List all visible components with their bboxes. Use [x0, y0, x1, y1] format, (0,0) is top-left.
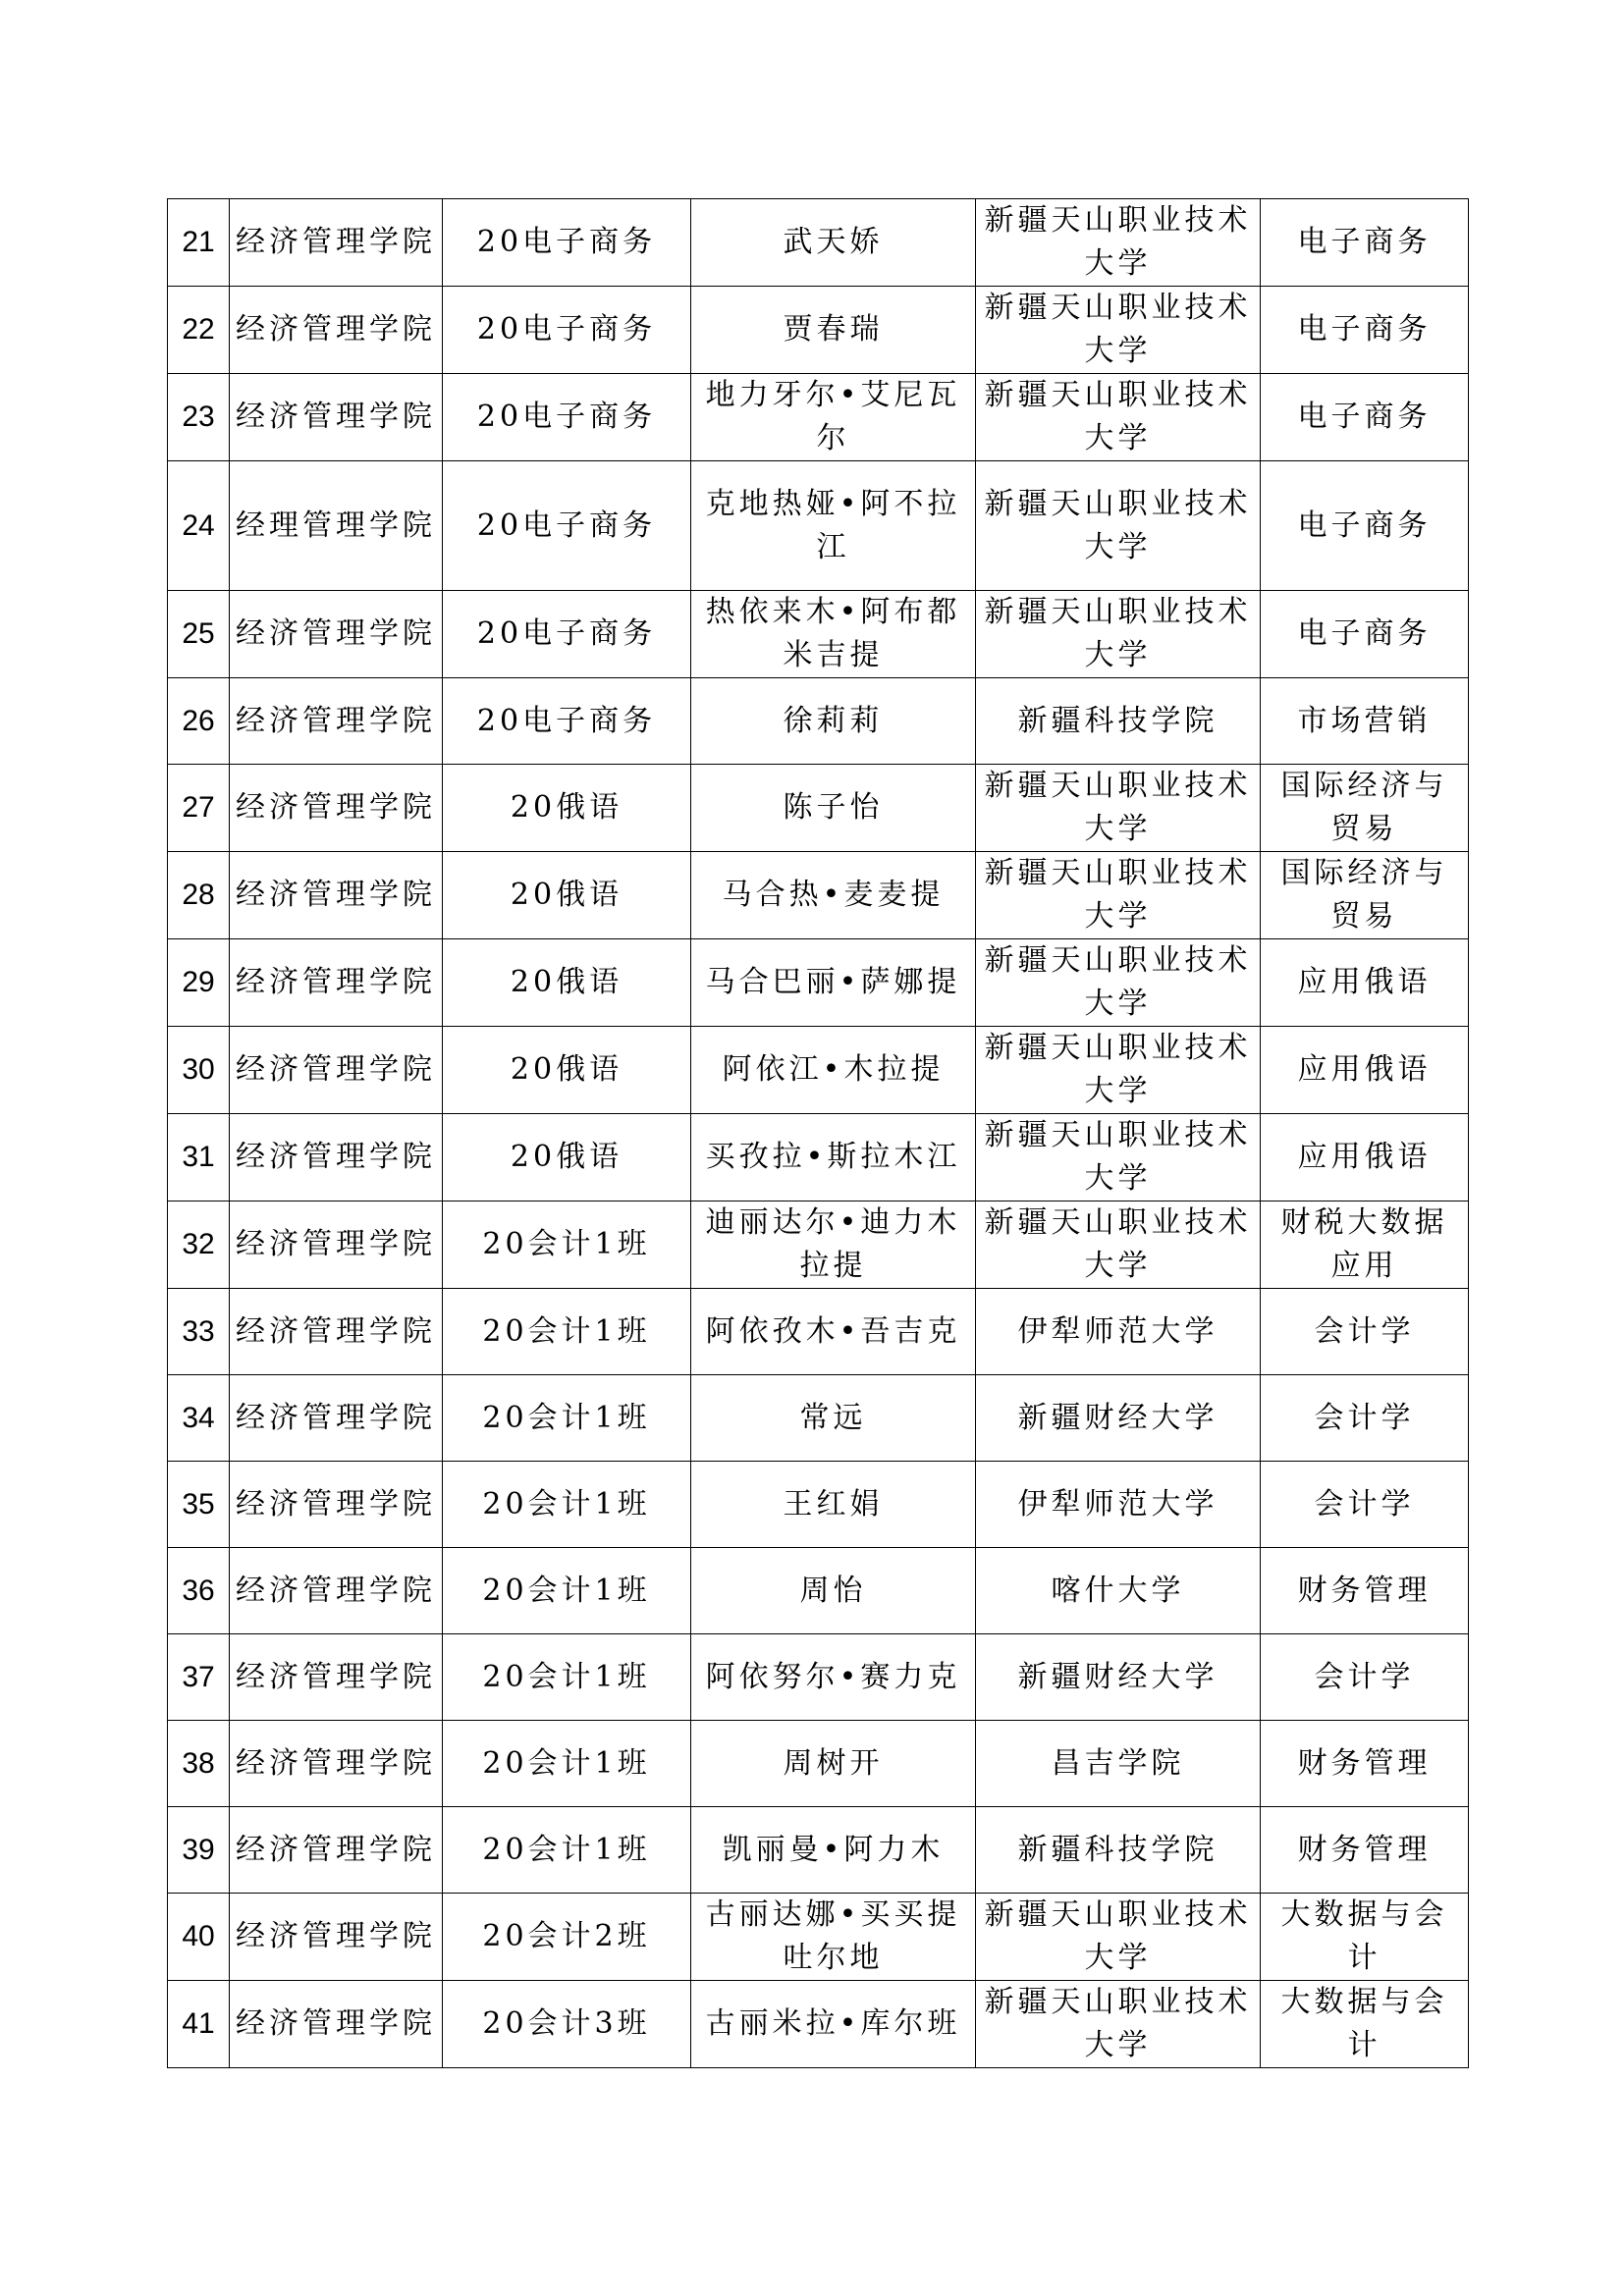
- row-number-cell: 26: [168, 678, 230, 765]
- table-row: [168, 1721, 1469, 1807]
- student-roster-table: [167, 198, 1469, 2068]
- college-cell: 经理管理学院: [230, 461, 443, 591]
- class-cell: 20会计1班: [443, 1807, 691, 1894]
- row-number-cell: 23: [168, 374, 230, 461]
- admitted-school-cell: 新疆天山职业技术大学: [976, 1201, 1261, 1289]
- row-number-cell: 21: [168, 199, 230, 287]
- college-cell: 经济管理学院: [230, 1634, 443, 1721]
- table-row: [168, 591, 1469, 678]
- admitted-school-cell: 新疆天山职业技术大学: [976, 939, 1261, 1027]
- table-row: [168, 287, 1469, 374]
- table-row: [168, 939, 1469, 1027]
- class-cell: 20会计1班: [443, 1634, 691, 1721]
- student-name-cell: 周怡: [691, 1548, 976, 1634]
- class-cell: 20电子商务: [443, 461, 691, 591]
- admitted-school-cell: 新疆天山职业技术大学: [976, 199, 1261, 287]
- student-name-cell: 贾春瑞: [691, 287, 976, 374]
- row-number-cell: 28: [168, 852, 230, 939]
- row-number-cell: 36: [168, 1548, 230, 1634]
- admitted-school-cell: 新疆财经大学: [976, 1375, 1261, 1462]
- admitted-major-cell: 国际经济与贸易: [1261, 765, 1469, 852]
- table-row: [168, 852, 1469, 939]
- admitted-school-cell: 伊犁师范大学: [976, 1462, 1261, 1548]
- student-name-cell: 阿依江•木拉提: [691, 1027, 976, 1114]
- row-number-cell: 35: [168, 1462, 230, 1548]
- college-cell: 经济管理学院: [230, 199, 443, 287]
- college-cell: 经济管理学院: [230, 1201, 443, 1289]
- row-number-cell: 39: [168, 1807, 230, 1894]
- admitted-major-cell: 财税大数据应用: [1261, 1201, 1469, 1289]
- college-cell: 经济管理学院: [230, 287, 443, 374]
- class-cell: 20电子商务: [443, 678, 691, 765]
- class-cell: 20电子商务: [443, 374, 691, 461]
- student-name-cell: 阿依努尔•赛力克: [691, 1634, 976, 1721]
- table-row: [168, 1981, 1469, 2068]
- student-name-cell: 热依来木•阿布都米吉提: [691, 591, 976, 678]
- college-cell: 经济管理学院: [230, 852, 443, 939]
- class-cell: 20俄语: [443, 1114, 691, 1201]
- table-row: [168, 1634, 1469, 1721]
- row-number-cell: 31: [168, 1114, 230, 1201]
- admitted-major-cell: 电子商务: [1261, 591, 1469, 678]
- table-row: [168, 1201, 1469, 1289]
- student-name-cell: 克地热娅•阿不拉江: [691, 461, 976, 591]
- student-name-cell: 常远: [691, 1375, 976, 1462]
- row-number-cell: 37: [168, 1634, 230, 1721]
- student-name-cell: 阿依孜木•吾吉克: [691, 1289, 976, 1375]
- class-cell: 20会计1班: [443, 1462, 691, 1548]
- row-number-cell: 33: [168, 1289, 230, 1375]
- row-number-cell: 27: [168, 765, 230, 852]
- class-cell: 20会计1班: [443, 1721, 691, 1807]
- admitted-major-cell: 电子商务: [1261, 199, 1469, 287]
- admitted-school-cell: 新疆天山职业技术大学: [976, 1027, 1261, 1114]
- admitted-school-cell: 新疆科技学院: [976, 1807, 1261, 1894]
- admitted-school-cell: 新疆天山职业技术大学: [976, 374, 1261, 461]
- admitted-school-cell: 新疆天山职业技术大学: [976, 461, 1261, 591]
- student-name-cell: 陈子怡: [691, 765, 976, 852]
- row-number-cell: 41: [168, 1981, 230, 2068]
- class-cell: 20俄语: [443, 852, 691, 939]
- admitted-major-cell: 电子商务: [1261, 287, 1469, 374]
- college-cell: 经济管理学院: [230, 1721, 443, 1807]
- admitted-school-cell: 昌吉学院: [976, 1721, 1261, 1807]
- row-number-cell: 30: [168, 1027, 230, 1114]
- admitted-major-cell: 大数据与会计: [1261, 1894, 1469, 1981]
- row-number-cell: 24: [168, 461, 230, 591]
- admitted-school-cell: 新疆天山职业技术大学: [976, 1114, 1261, 1201]
- admitted-major-cell: 电子商务: [1261, 374, 1469, 461]
- table-row: [168, 765, 1469, 852]
- college-cell: 经济管理学院: [230, 939, 443, 1027]
- college-cell: 经济管理学院: [230, 1027, 443, 1114]
- admitted-school-cell: 新疆天山职业技术大学: [976, 591, 1261, 678]
- admitted-school-cell: 伊犁师范大学: [976, 1289, 1261, 1375]
- table-row: [168, 199, 1469, 287]
- table-row: [168, 1462, 1469, 1548]
- admitted-school-cell: 喀什大学: [976, 1548, 1261, 1634]
- admitted-major-cell: 会计学: [1261, 1375, 1469, 1462]
- row-number-cell: 29: [168, 939, 230, 1027]
- admitted-major-cell: 会计学: [1261, 1462, 1469, 1548]
- college-cell: 经济管理学院: [230, 1462, 443, 1548]
- table-row: [168, 374, 1469, 461]
- table-row: [168, 678, 1469, 765]
- student-name-cell: 地力牙尔•艾尼瓦尔: [691, 374, 976, 461]
- admitted-school-cell: 新疆天山职业技术大学: [976, 1981, 1261, 2068]
- class-cell: 20会计2班: [443, 1894, 691, 1981]
- class-cell: 20会计1班: [443, 1201, 691, 1289]
- table-row: [168, 461, 1469, 591]
- admitted-school-cell: 新疆天山职业技术大学: [976, 1894, 1261, 1981]
- student-name-cell: 买孜拉•斯拉木江: [691, 1114, 976, 1201]
- admitted-school-cell: 新疆财经大学: [976, 1634, 1261, 1721]
- student-name-cell: 古丽米拉•库尔班: [691, 1981, 976, 2068]
- table-row: [168, 1807, 1469, 1894]
- table-row: [168, 1548, 1469, 1634]
- class-cell: 20会计1班: [443, 1289, 691, 1375]
- class-cell: 20俄语: [443, 939, 691, 1027]
- college-cell: 经济管理学院: [230, 591, 443, 678]
- student-name-cell: 马合热•麦麦提: [691, 852, 976, 939]
- admitted-major-cell: 应用俄语: [1261, 1114, 1469, 1201]
- admitted-major-cell: 市场营销: [1261, 678, 1469, 765]
- admitted-major-cell: 会计学: [1261, 1634, 1469, 1721]
- college-cell: 经济管理学院: [230, 1548, 443, 1634]
- college-cell: 经济管理学院: [230, 678, 443, 765]
- admitted-major-cell: 会计学: [1261, 1289, 1469, 1375]
- table-row: [168, 1894, 1469, 1981]
- admitted-major-cell: 财务管理: [1261, 1548, 1469, 1634]
- row-number-cell: 38: [168, 1721, 230, 1807]
- class-cell: 20电子商务: [443, 591, 691, 678]
- class-cell: 20会计1班: [443, 1375, 691, 1462]
- table-row: [168, 1375, 1469, 1462]
- student-name-cell: 徐莉莉: [691, 678, 976, 765]
- class-cell: 20电子商务: [443, 287, 691, 374]
- row-number-cell: 25: [168, 591, 230, 678]
- admitted-major-cell: 应用俄语: [1261, 939, 1469, 1027]
- student-name-cell: 王红娟: [691, 1462, 976, 1548]
- college-cell: 经济管理学院: [230, 765, 443, 852]
- table-row: [168, 1027, 1469, 1114]
- student-name-cell: 马合巴丽•萨娜提: [691, 939, 976, 1027]
- admitted-major-cell: 国际经济与贸易: [1261, 852, 1469, 939]
- class-cell: 20会计1班: [443, 1548, 691, 1634]
- table-row: [168, 1114, 1469, 1201]
- college-cell: 经济管理学院: [230, 1114, 443, 1201]
- class-cell: 20会计3班: [443, 1981, 691, 2068]
- admitted-major-cell: 应用俄语: [1261, 1027, 1469, 1114]
- student-name-cell: 凯丽曼•阿力木: [691, 1807, 976, 1894]
- class-cell: 20电子商务: [443, 199, 691, 287]
- college-cell: 经济管理学院: [230, 1981, 443, 2068]
- admitted-major-cell: 财务管理: [1261, 1807, 1469, 1894]
- document-page: [167, 198, 1468, 2068]
- admitted-school-cell: 新疆科技学院: [976, 678, 1261, 765]
- row-number-cell: 32: [168, 1201, 230, 1289]
- student-name-cell: 武天娇: [691, 199, 976, 287]
- college-cell: 经济管理学院: [230, 1807, 443, 1894]
- admitted-school-cell: 新疆天山职业技术大学: [976, 852, 1261, 939]
- college-cell: 经济管理学院: [230, 374, 443, 461]
- table-row: [168, 1289, 1469, 1375]
- student-name-cell: 古丽达娜•买买提吐尔地: [691, 1894, 976, 1981]
- student-name-cell: 周树开: [691, 1721, 976, 1807]
- row-number-cell: 22: [168, 287, 230, 374]
- admitted-school-cell: 新疆天山职业技术大学: [976, 287, 1261, 374]
- admitted-major-cell: 财务管理: [1261, 1721, 1469, 1807]
- admitted-major-cell: 大数据与会计: [1261, 1981, 1469, 2068]
- college-cell: 经济管理学院: [230, 1894, 443, 1981]
- class-cell: 20俄语: [443, 1027, 691, 1114]
- class-cell: 20俄语: [443, 765, 691, 852]
- admitted-school-cell: 新疆天山职业技术大学: [976, 765, 1261, 852]
- row-number-cell: 34: [168, 1375, 230, 1462]
- college-cell: 经济管理学院: [230, 1375, 443, 1462]
- student-name-cell: 迪丽达尔•迪力木拉提: [691, 1201, 976, 1289]
- admitted-major-cell: 电子商务: [1261, 461, 1469, 591]
- college-cell: 经济管理学院: [230, 1289, 443, 1375]
- row-number-cell: 40: [168, 1894, 230, 1981]
- roster-table-body: [168, 199, 1469, 2068]
